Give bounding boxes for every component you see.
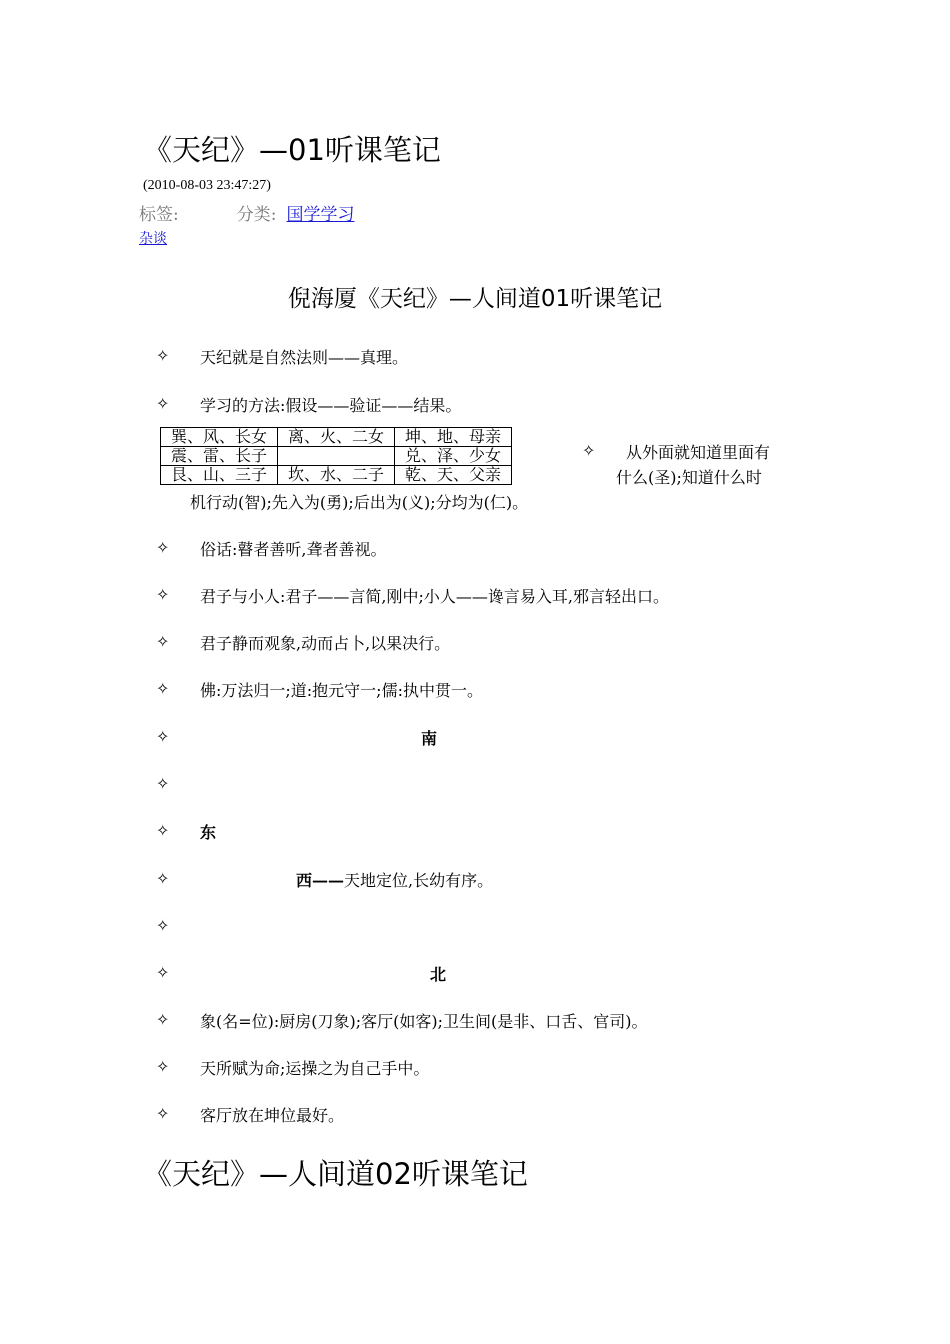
bullet-icon: ✧ [156, 632, 170, 651]
bullet-icon: ✧ [156, 963, 170, 982]
bullet-icon: ✧ [156, 538, 170, 557]
bullet-icon: ✧ [156, 916, 170, 935]
table-row [161, 428, 512, 447]
note-item: 天所赋为命;运操之为自己手中。 [200, 1059, 430, 1078]
table-cell: 巽、风、长女 [161, 428, 278, 447]
bullet-icon: ✧ [156, 585, 170, 604]
note-item-continued: 机行动(智);先入为(勇);后出为(义);分均为(仁)。 [190, 493, 529, 512]
bullet-icon: ✧ [582, 441, 596, 460]
table-row [161, 447, 512, 466]
direction-west-line [296, 868, 493, 891]
section-subtitle: 倪海厦《天纪》—人间道01听课笔记 [287, 286, 663, 312]
misc-tag-link[interactable]: 杂谈 [139, 231, 167, 247]
table-cell: 离、火、二女 [278, 428, 395, 447]
bullet-icon: ✧ [156, 346, 170, 365]
category-label: 分类: [236, 205, 277, 225]
meta-line [139, 200, 354, 225]
note-item: 天纪就是自然法则——真理。 [200, 348, 409, 367]
note-item: 象(名=位):厨房(刀象);客厅(如客);卫生间(是非、口舌、官司)。 [200, 1012, 648, 1031]
table-cell: 兑、泽、少女 [395, 447, 512, 466]
table-cell: 乾、天、父亲 [395, 466, 512, 485]
table-cell: 震、雷、长子 [161, 447, 278, 466]
bullet-icon: ✧ [156, 1057, 170, 1076]
next-section-title: 《天纪》—人间道02听课笔记 [143, 1157, 528, 1191]
bullet-icon: ✧ [156, 727, 170, 746]
page-title: 《天纪》—01听课笔记 [143, 133, 441, 167]
note-item: 佛:万法归一;道:抱元守一;儒:执中贯一。 [200, 681, 483, 700]
direction-east: 东 [200, 823, 217, 842]
table-cell: 坤、地、母亲 [395, 428, 512, 447]
direction-west: 西—— [296, 871, 345, 890]
bullet-icon: ✧ [156, 394, 170, 413]
bullet-icon: ✧ [156, 869, 170, 888]
direction-south: 南 [421, 729, 438, 748]
post-date: (2010-08-03 23:47:27) [143, 178, 271, 193]
note-item: 学习的方法:假设——验证——结果。 [200, 396, 462, 415]
table-cell: 坎、水、二子 [278, 466, 395, 485]
table-cell: 艮、山、三子 [161, 466, 278, 485]
bullet-icon: ✧ [156, 774, 170, 793]
tag-label: 标签: [139, 205, 179, 225]
note-item: 天地定位,长幼有序。 [344, 871, 494, 890]
bullet-icon: ✧ [156, 1104, 170, 1123]
table-cell [278, 447, 395, 466]
note-item-continued: 什么(圣);知道什么时 [616, 468, 762, 487]
bullet-icon: ✧ [156, 821, 170, 840]
note-item: 从外面就知道里面有 [626, 443, 771, 462]
note-item: 君子与小人:君子——言简,刚中;小人——谗言易入耳,邪言轻出口。 [200, 587, 669, 606]
direction-north: 北 [430, 965, 447, 984]
trigram-table [160, 427, 512, 485]
note-item: 俗话:瞽者善听,聋者善视。 [200, 540, 387, 559]
bullet-icon: ✧ [156, 1010, 170, 1029]
category-link[interactable]: 国学学习 [286, 205, 355, 225]
bullet-icon: ✧ [156, 679, 170, 698]
note-item: 客厅放在坤位最好。 [200, 1106, 345, 1125]
table-row [161, 466, 512, 485]
note-item: 君子静而观象,动而占卜,以果决行。 [200, 634, 451, 653]
